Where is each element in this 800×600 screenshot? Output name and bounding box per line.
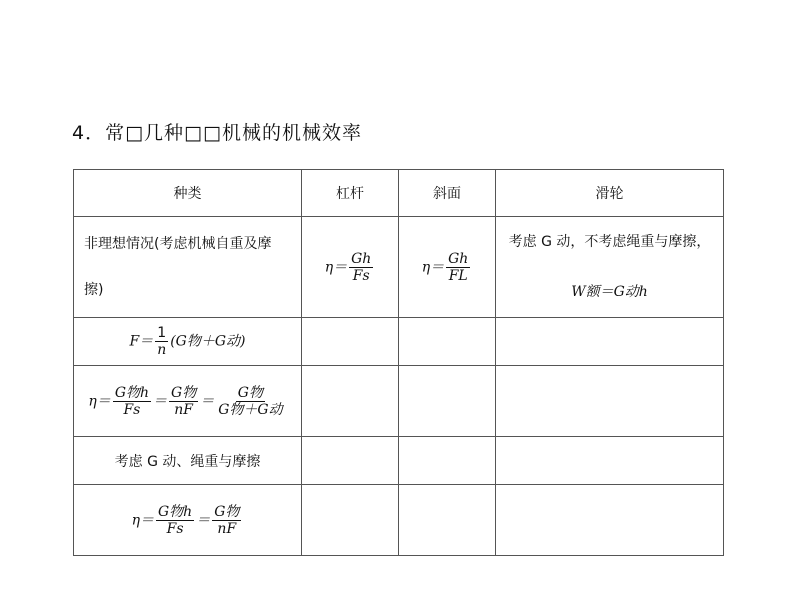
table-row [74, 318, 724, 366]
incline-den: FL [448, 267, 468, 284]
eta5-f1-num: G物h [158, 503, 193, 520]
eta5-fraction-2 [212, 504, 241, 537]
table-row [74, 217, 724, 318]
header-pulley: 滑轮 [496, 170, 724, 217]
eta5-prefix: η＝ [131, 512, 154, 528]
table-header-row [74, 170, 724, 217]
empty-cell [496, 437, 724, 485]
empty-cell [399, 366, 496, 437]
empty-cell [399, 485, 496, 556]
eta5-f1-den: Fs [166, 520, 184, 537]
consider-all-label: 考虑 G 动、绳重与摩擦 [74, 437, 302, 485]
table-row [74, 366, 724, 437]
empty-cell [302, 318, 399, 366]
header-lever: 杠杆 [302, 170, 399, 217]
eta3-fraction-2 [169, 385, 198, 418]
eta3-f1-num: G物h [114, 384, 150, 401]
force-prefix: F＝ [129, 333, 154, 350]
lever-formula-cell [302, 217, 399, 318]
nonideal-label-line1: 非理想情况(考虑机械自重及摩 [84, 236, 272, 252]
table-row [74, 485, 724, 556]
lever-den: Fs [352, 267, 370, 284]
empty-cell [302, 366, 399, 437]
eta-two-fraction-cell: η＝ $\frac{\text{G物h}}{Fs}$ ＝ $\frac{\text{G物}}{nF}$ [74, 485, 302, 556]
eta3-f2-den: nF [174, 401, 193, 418]
incline-fraction [446, 251, 470, 284]
eta-three-fraction-cell: η＝ $\frac{\text{G物h}}{Fs}$ ＝ $\frac{\text{G物}}{nF}$ ＝ $\frac{\text{G物}}{\text{G物＋G动}}$ [74, 366, 302, 437]
lever-num: Gh [351, 250, 372, 267]
eta3-f3-num: G物 [237, 384, 263, 401]
incline-num: Gh [448, 250, 469, 267]
header-type: 种类 [74, 170, 302, 217]
header-incline: 斜面 [399, 170, 496, 217]
incline-formula-cell [399, 217, 496, 318]
pulley-note-line1: 考虑 G 动，不考虑绳重与摩擦， [508, 234, 711, 250]
incline-eta: η＝ [421, 259, 445, 275]
force-fraction [155, 325, 168, 358]
empty-cell [399, 437, 496, 485]
nonideal-label-line2: 擦) [84, 282, 104, 298]
eta3-f2-num: G物 [171, 384, 197, 401]
force-expr: (G物＋G动) [170, 333, 246, 350]
pulley-note-line2: W额＝G动h [571, 284, 648, 300]
force-den: n [157, 342, 167, 358]
eta5-f2-num: G物 [214, 503, 240, 520]
nonideal-label-cell [74, 217, 302, 318]
eta3-fraction-1 [113, 385, 151, 418]
eta3-fraction-3 [216, 385, 284, 418]
eta3-f3-den: G物＋G动 [218, 401, 283, 418]
lever-eta: η＝ [324, 259, 348, 275]
empty-cell [496, 366, 724, 437]
empty-cell [496, 485, 724, 556]
force-formula-cell [74, 318, 302, 366]
eta5-fraction-1 [156, 504, 194, 537]
lever-fraction [349, 251, 373, 284]
empty-cell [399, 318, 496, 366]
empty-cell [496, 318, 724, 366]
force-num: 1 [157, 325, 167, 341]
eta5-f2-den: nF [217, 520, 237, 537]
efficiency-table [73, 169, 724, 556]
table-row [74, 437, 724, 485]
empty-cell [302, 437, 399, 485]
page-title: 4．常□几种□□机械的机械效率 [72, 122, 362, 144]
pulley-note-cell [496, 217, 724, 318]
eta3-prefix: η＝ [88, 393, 111, 409]
eta3-f1-den: Fs [123, 401, 141, 418]
empty-cell [302, 485, 399, 556]
